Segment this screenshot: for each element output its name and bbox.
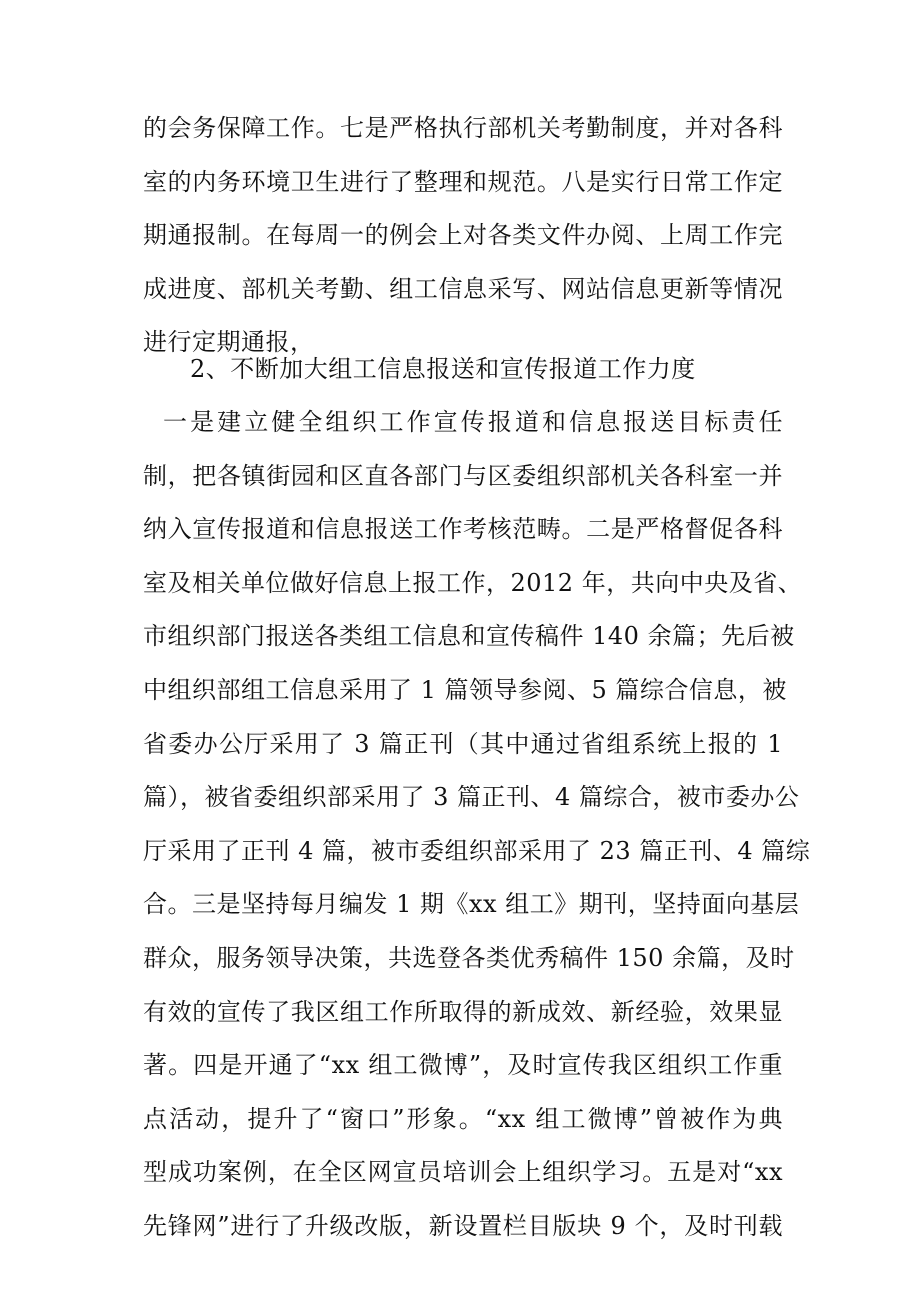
paragraph-1-line: 的会务保障工作。七是严格执行部机关考勤制度，并对各科 [143,114,783,142]
paragraph-2-line: 厅采用了正刊 4 篇，被市委组织部采用了 23 篇正刊、4 篇综 [143,836,811,865]
paragraph-2-line: 制，把各镇街园和区直各部门与区委组织部机关各科室一并 [143,461,783,490]
paragraph-2-line: 有效的宣传了我区组工作所取得的新成效、新经验，效果显 [143,997,783,1026]
paragraph-2-line: 省委办公厅采用了 3 篇正刊（其中通过省组系统上报的 1 [143,729,783,758]
paragraph-2-line: 纳入宣传报道和信息报送工作考核范畴。二是严格督促各科 [143,515,783,544]
paragraph-1-line: 期通报制。在每周一的例会上对各类文件办阅、上周工作完 [143,221,783,250]
section-heading: 2、不断加大组工信息报送和宣传报道工作力度 [190,355,696,383]
paragraph-2-line: 篇），被省委组织部采用了 3 篇正刊、4 篇综合，被市委办公 [143,783,800,812]
paragraph-2-line: 中组织部组工信息采用了 1 篇领导参阅、5 篇综合信息，被 [143,675,787,704]
paragraph-2-line: 室及相关单位做好信息上报工作，2012 年，共向中央及省、 [143,568,803,597]
paragraph-1-line: 成进度、部机关考勤、组工信息采写、网站信息更新等情况 [143,274,783,303]
paragraph-1-line: 室的内务环境卫生进行了整理和规范。八是实行日常工作定 [143,167,783,196]
paragraph-1-line: 进行定期通报， [143,328,315,357]
paragraph-1 [143,102,783,370]
paragraph-2-line: 群众，服务领导决策，共选登各类优秀稿件 150 余篇，及时 [143,943,795,972]
paragraph-2-line: 合。三是坚持每月编发 1 期《xx 组工》期刊，坚持面向基层 [143,890,800,919]
paragraph-2 [143,396,811,1254]
paragraph-2-line: 市组织部门报送各类组工信息和宣传稿件 140 余篇；先后被 [143,622,795,651]
paragraph-2-line: 先锋网”进行了升级改版，新设置栏目版块 9 个，及时刊载 [143,1211,783,1240]
paragraph-2-line: 一是建立健全组织工作宣传报道和信息报送目标责任 [163,408,783,436]
paragraph-2-line: 著。四是开通了“xx 组工微博”，及时宣传我区组织工作重 [143,1051,783,1080]
paragraph-2-line: 点活动，提升了“窗口”形象。“xx 组工微博”曾被作为典 [143,1104,783,1133]
paragraph-2-line: 型成功案例，在全区网宣员培训会上组织学习。五是对“xx [143,1158,783,1187]
